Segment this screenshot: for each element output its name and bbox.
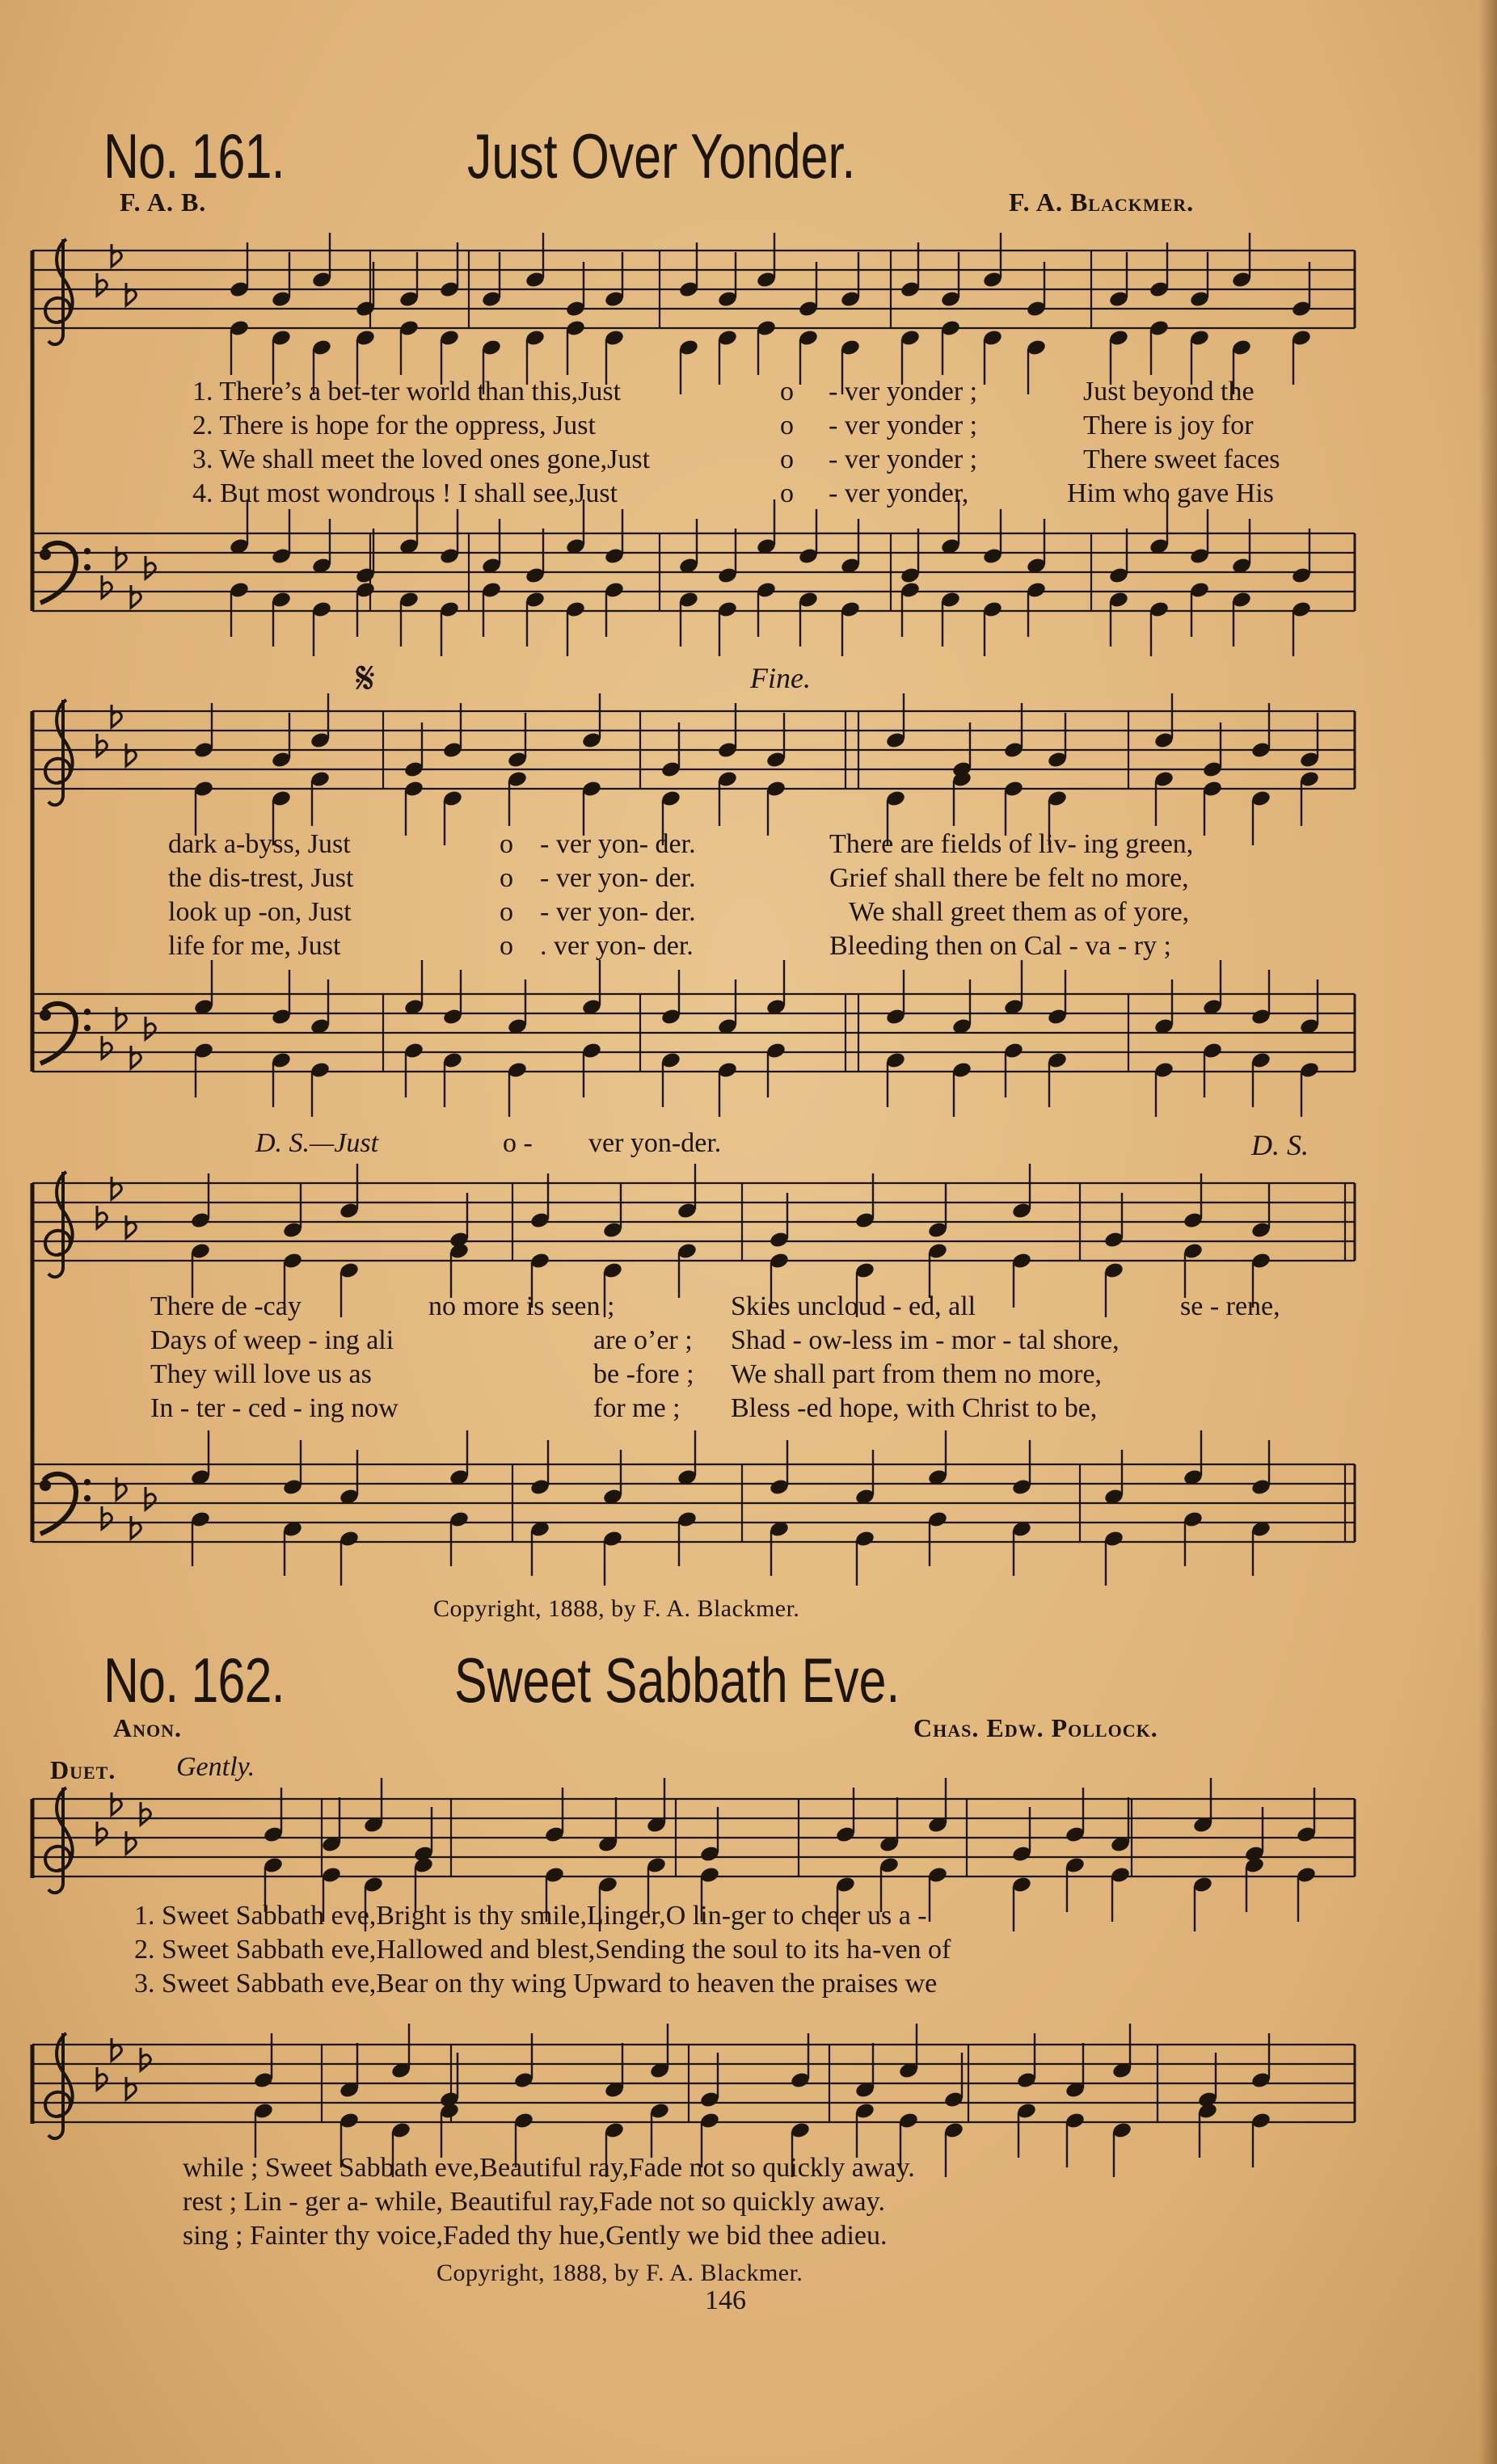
lyric-line: - ver yonder ; [829,411,978,440]
lyric-line: Bleeding then on Cal - va - ry ; [829,931,1172,961]
flat-icon [116,1007,126,1030]
lyric-line: o [780,411,794,440]
lyric-line: look up -on, Just [168,897,352,927]
lyric-line: for me ; [593,1393,681,1423]
lyric-line: o [500,931,513,961]
flat-icon [112,2038,121,2061]
lyric-line: 1. There’s a bet-ter world than this,Just [192,377,622,406]
tempo-direction: Gently. [176,1752,255,1782]
flat-icon [97,734,107,756]
flat-icon [141,2048,150,2070]
lyric-line: o [500,863,513,893]
lyric-line: o [780,444,794,474]
flat-icon [126,743,136,766]
flat-icon [102,575,112,598]
flat-icon [102,1036,112,1059]
hymn-161-number: No. 161. [103,120,285,192]
hymn-162-s1-treble-staff [32,1799,1355,1876]
flat-icon [112,1177,121,1199]
flat-icon [126,283,136,305]
segno-sign: 𝄋 [356,654,376,704]
hymn-161-copyright: Copyright, 1888, by F. A. Blackmer. [433,1595,800,1622]
lyric-line: Shad - ow-less im - mor - tal shore, [731,1325,1120,1355]
lyric-line: Skies uncloud - ed, all [731,1291,976,1321]
lyric-line: o [500,829,513,859]
page-number: 146 [705,2285,746,2315]
lyric-line: Grief shall there be felt no more, [829,863,1189,893]
lyric-line: be -fore ; [593,1359,694,1389]
hymn-162-s2-treble-staff [32,2045,1355,2122]
lyric-line: We shall greet them as of yore, [849,897,1190,927]
duet-direction: Duet. [50,1755,116,1784]
flat-icon [97,1206,107,1228]
lyric-line: o [780,377,794,406]
hymn-162-number: No. 162. [103,1645,285,1716]
flat-icon [116,1477,126,1500]
lyric-line: while ; Sweet Sabbath eve,Beautiful ray,Fade not so quickly away. [183,2153,915,2183]
flat-icon [131,1516,141,1539]
lyric-line: no more is seen ; [428,1291,615,1321]
flat-icon [145,556,155,579]
flat-icon [112,705,121,727]
flat-icon [126,2077,136,2100]
page-edge-shadow [1479,0,1497,2464]
lyric-line: are o’er ; [593,1325,693,1355]
lyric-line: - ver yon- der. [540,897,696,927]
lyric-line: o [500,897,513,927]
flat-icon [97,2067,107,2090]
lyric-line: the dis-trest, Just [168,863,354,893]
lyric-line: - ver yon- der. [540,863,696,893]
lyric-line: - ver yonder, [829,478,969,508]
lyric-line: Him who gave His [1067,478,1274,508]
ds-end-marker: D. S. [1251,1129,1309,1161]
hymn-161-title: Just Over Yonder. [467,120,856,192]
lyric-line: 2. There is hope for the oppress, Just [192,411,596,440]
lyric-line: - ver yonder ; [829,377,978,406]
flat-icon [126,1215,136,1238]
flat-icon [102,1506,112,1529]
lyric-line: 4. But most wondrous ! I shall see,Just [192,478,618,508]
lyric-line: In - ter - ced - ing now [150,1393,398,1423]
flat-icon [141,1802,150,1825]
flat-icon [112,244,121,267]
flat-icon [145,1017,155,1039]
hymn-162-lyricist: Anon. [113,1713,182,1742]
lyric-line: 1. Sweet Sabbath eve,Bright is thy smile,Linger,O lin-ger to cheer us a - [134,1901,927,1931]
flat-icon [112,1792,121,1815]
lyric-line: sing ; Fainter thy voice,Faded thy hue,Gently we bid thee adieu. [183,2221,888,2251]
lyric-line: Just beyond the [1083,377,1255,406]
hymn-162-copyright: Copyright, 1888, by F. A. Blackmer. [436,2260,803,2286]
lyric-line: There de -cay [150,1291,302,1321]
lyric-line: 2. Sweet Sabbath eve,Hallowed and blest,Sending the soul to its ha-ven of [134,1935,951,1965]
lyric-line: There sweet faces [1083,444,1280,474]
flat-icon [116,546,126,569]
lyric-line: There is joy for [1083,411,1254,440]
hymn-161-s2-bass-staff [32,994,1355,1072]
lyric-line: life for me, Just [168,931,341,961]
flat-icon [97,1822,107,1844]
hymn-162-composer: Chas. Edw. Pollock. [913,1713,1158,1742]
ds-just-marker: D. S.—Just [255,1128,379,1158]
lyric-line: Days of weep - ing ali [150,1325,394,1355]
flat-icon [145,1487,155,1510]
lyric-line: There are fields of liv- ing green, [829,829,1194,859]
lyric-line: rest ; Lin - ger a- while, Beautiful ray,Fade not so quickly away. [183,2187,885,2217]
lyric-line: Bless -ed hope, with Christ to be, [731,1393,1098,1423]
lyric-line: They will love us as [150,1359,372,1389]
hymn-162-title: Sweet Sabbath Eve. [454,1645,900,1716]
hymn-161-lyricist: F. A. B. [120,187,207,217]
lyric-line: dark a-byss, Just [168,829,351,859]
lyric-line: 3. We shall meet the loved ones gone,Just [192,444,651,474]
hymn-161-composer: F. A. Blackmer. [1009,187,1195,217]
ds-yonder-marker: ver yon-der. [588,1128,722,1158]
lyric-line: 3. Sweet Sabbath eve,Bear on thy wing Upward to heaven the praises we [134,1969,938,1999]
fine-marker: Fine. [750,662,811,694]
lyric-line: We shall part from them no more, [731,1359,1102,1389]
lyric-line: se - rene, [1180,1291,1280,1321]
lyric-line: . ver yon- der. [540,931,694,961]
lyric-line: - ver yon- der. [540,829,696,859]
flat-icon [126,1831,136,1854]
lyric-line: o [780,478,794,508]
flat-icon [131,1046,141,1068]
lyric-line: - ver yonder ; [829,444,978,474]
flat-icon [97,273,107,296]
ds-o-marker: o - [503,1128,533,1158]
flat-icon [131,585,141,608]
